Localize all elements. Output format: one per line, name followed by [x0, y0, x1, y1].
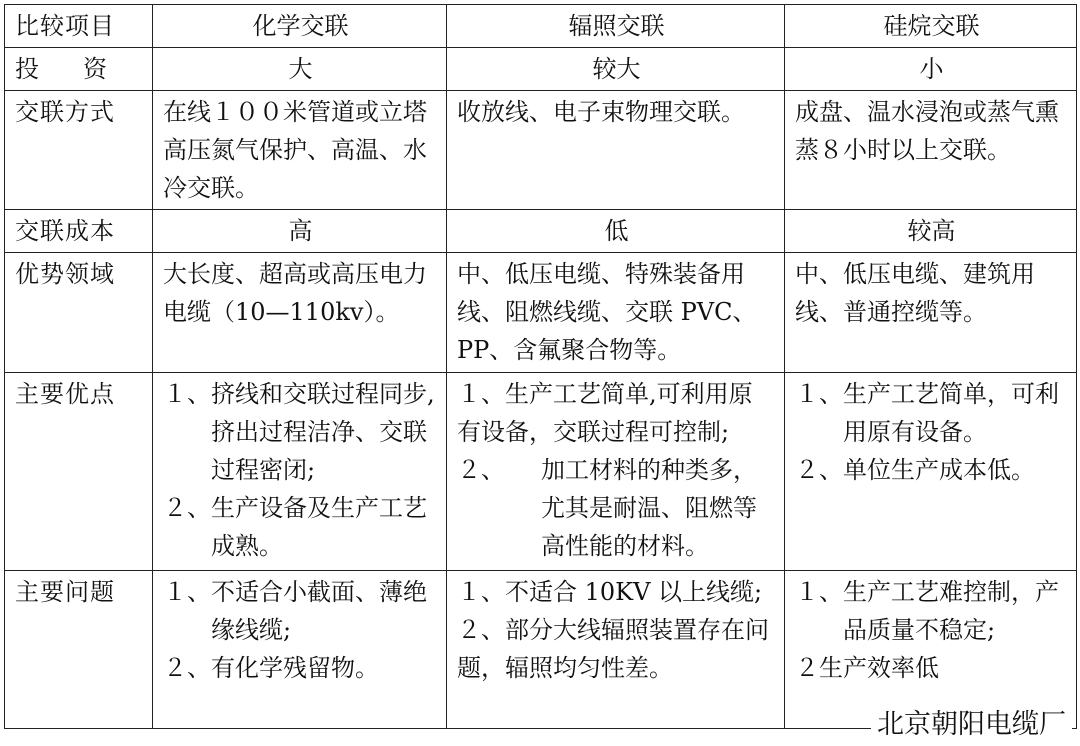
list-item: ２、 加工材料的种类多，尤其是耐温、阻燃等高性能的材料。 — [457, 456, 757, 560]
cell-silane — [785, 373, 1077, 571]
comparison-table — [4, 4, 1077, 729]
cell-silane: 成盘、温水浸泡或蒸气熏蒸８小时以上交联。 — [785, 91, 1077, 210]
header-comparison-item: 比较项目 — [5, 5, 153, 48]
row-label: 投 资 — [5, 48, 153, 91]
cell-radiation: 中、低压电缆、特殊装备用线、阻燃线缆、交联 PVC、PP、含氟聚合物等。 — [447, 253, 785, 373]
cell-silane: 中、低压电缆、建筑用线、普通控缆等。 — [785, 253, 1077, 373]
cell-chemical: 大 — [153, 48, 447, 91]
row-advantage-field — [5, 253, 1077, 373]
list-item: １、生产工艺简单,可利用原有设备，交联过程可控制; — [457, 380, 753, 446]
row-label: 主要问题 — [5, 571, 153, 729]
list-item: １、 生产工艺简单，可利用原有设备。 — [795, 380, 1059, 446]
cell-chemical — [153, 373, 447, 571]
cell-radiation — [447, 373, 785, 571]
list-item: １、不适合 10KV 以上线缆; — [457, 578, 763, 606]
list-item: １、 挤线和交联过程同步,挤出过程洁净、交联过程密闭; — [163, 380, 435, 484]
row-problems — [5, 571, 1077, 729]
header-chemical: 化学交联 — [153, 5, 447, 48]
cell-silane: 较高 — [785, 210, 1077, 253]
cell-chemical — [153, 571, 447, 729]
cell-silane: 小 — [785, 48, 1077, 91]
header-silane: 硅烷交联 — [785, 5, 1077, 48]
row-advantages — [5, 373, 1077, 571]
cell-chemical: 高 — [153, 210, 447, 253]
row-label: 优势领域 — [5, 253, 153, 373]
header-row — [5, 5, 1077, 48]
row-method — [5, 91, 1077, 210]
cell-chemical: 大长度、超高或高压电力电缆（10—110kv）。 — [153, 253, 447, 373]
list-item: ２ 生产效率低 — [795, 654, 939, 682]
cell-chemical: 在线１００米管道或立塔高压氮气保护、高温、水冷交联。 — [153, 91, 447, 210]
list-item: １、 不适合小截面、薄绝缘线缆; — [163, 578, 427, 644]
row-label: 交联方式 — [5, 91, 153, 210]
cell-radiation: 较大 — [447, 48, 785, 91]
row-investment — [5, 48, 1077, 91]
list-item: ２、 单位生产成本低。 — [795, 456, 1035, 484]
cell-radiation — [447, 571, 785, 729]
list-item: ２、部分大线辐照装置存在问题，辐照均匀性差。 — [457, 616, 769, 682]
cell-radiation: 收放线、电子束物理交联。 — [447, 91, 785, 210]
cell-silane — [785, 571, 1077, 729]
list-item: １、 生产工艺难控制，产品质量不稳定; — [795, 578, 1059, 644]
row-cost — [5, 210, 1077, 253]
cell-radiation: 低 — [447, 210, 785, 253]
row-label: 主要优点 — [5, 373, 153, 571]
watermark-text: 北京朝阳电缆厂 — [871, 708, 1072, 742]
row-label: 交联成本 — [5, 210, 153, 253]
list-item: ２、 生产设备及生产工艺成熟。 — [163, 494, 427, 560]
header-radiation: 辐照交联 — [447, 5, 785, 48]
list-item: ２、 有化学残留物。 — [163, 654, 379, 682]
